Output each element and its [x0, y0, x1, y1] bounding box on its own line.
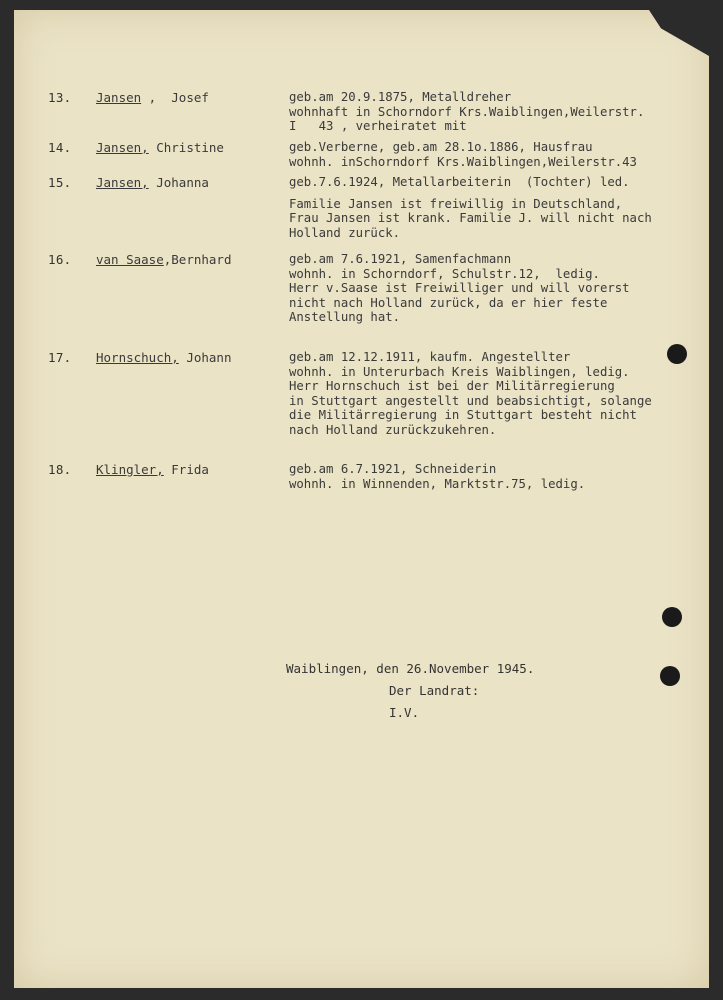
surname: Jansen,	[96, 140, 149, 155]
entry-number: 16.	[48, 252, 72, 267]
person-name	[96, 350, 231, 365]
detail-line: wohnh. inSchorndorf Krs.Waiblingen,Weilerstr.43	[289, 154, 637, 169]
firstname: Frida	[171, 462, 209, 477]
entry-number: 18.	[48, 462, 72, 477]
punch-hole	[660, 666, 680, 686]
detail-line: Familie Jansen ist freiwillig in Deutschland,	[289, 196, 623, 211]
entry-number: 15.	[48, 175, 72, 190]
entry-details	[289, 175, 709, 240]
detail-line: die Militärregierung in Stuttgart besteht nicht	[289, 408, 637, 422]
detail-line: Holland zurück.	[289, 225, 401, 240]
detail-line: wohnh. in Unterurbach Kreis Waiblingen, ledig.	[289, 364, 630, 379]
entry-details	[289, 90, 709, 134]
detail-line: wohnh. in Winnenden, Marktstr.75, ledig.	[289, 476, 586, 491]
entry-number: 13.	[48, 90, 72, 105]
detail-line: geb.am 20.9.1875, Metalldreher	[289, 90, 512, 104]
firstname: Josef	[171, 90, 209, 105]
detail-line: geb.7.6.1924, Metallarbeiterin (Tochter) led.	[289, 175, 630, 189]
in-vertretung: I.V.	[389, 705, 420, 720]
person-name	[96, 252, 231, 267]
person-name	[96, 462, 209, 477]
detail-line: Frau Jansen ist krank. Familie J. will nicht nach	[289, 211, 652, 225]
detail-line: Herr Hornschuch ist bei der Militärregierung	[289, 379, 615, 393]
detail-line: Herr v.Saase ist Freiwilliger und will vorerst	[289, 281, 630, 295]
entry-number: 17.	[48, 350, 72, 365]
name-separator: ,	[163, 252, 172, 267]
entry-details	[289, 140, 709, 169]
detail-line: in Stuttgart angestellt und beabsichtigt, solange	[289, 393, 652, 408]
surname: Jansen,	[96, 175, 149, 190]
detail-line: geb.am 6.7.1921, Schneiderin	[289, 462, 497, 476]
torn-corner	[649, 10, 709, 56]
entry-details	[289, 462, 709, 491]
detail-line: geb.am 12.12.1911, kaufm. Angestellter	[289, 350, 571, 364]
detail-line: wohnh. in Schorndorf, Schulstr.12, ledig.	[289, 266, 600, 281]
firstname: Johanna	[156, 175, 209, 190]
detail-line: nicht nach Holland zurück, da er hier feste	[289, 295, 608, 310]
entry-details	[289, 350, 709, 437]
firstname: Christine	[156, 140, 224, 155]
surname: Hornschuch,	[96, 350, 179, 365]
firstname: Bernhard	[171, 252, 232, 267]
surname: Klingler,	[96, 462, 164, 477]
firstname: Johann	[186, 350, 232, 365]
signatory-title: Der Landrat:	[389, 683, 480, 698]
detail-line: Anstellung hat.	[289, 310, 401, 324]
document-page	[14, 10, 709, 988]
detail-line: geb.Verberne, geb.am 28.1o.1886, Hausfrau	[289, 140, 593, 154]
surname: van Saase	[96, 252, 164, 267]
person-name	[96, 90, 209, 105]
name-separator: ,	[141, 90, 172, 105]
detail-line: I 43 , verheiratet mit	[289, 119, 467, 133]
surname: Jansen	[96, 90, 142, 105]
detail-line: wohnhaft in Schorndorf Krs.Waiblingen,Weilerstr.	[289, 104, 645, 119]
place-date: Waiblingen, den 26.November 1945.	[286, 661, 535, 676]
punch-hole	[662, 607, 682, 627]
entry-number: 14.	[48, 140, 72, 155]
person-name	[96, 175, 209, 190]
detail-line: nach Holland zurückzukehren.	[289, 422, 497, 437]
person-name	[96, 140, 224, 155]
entry-details	[289, 252, 709, 325]
detail-line: geb.am 7.6.1921, Samenfachmann	[289, 252, 512, 266]
